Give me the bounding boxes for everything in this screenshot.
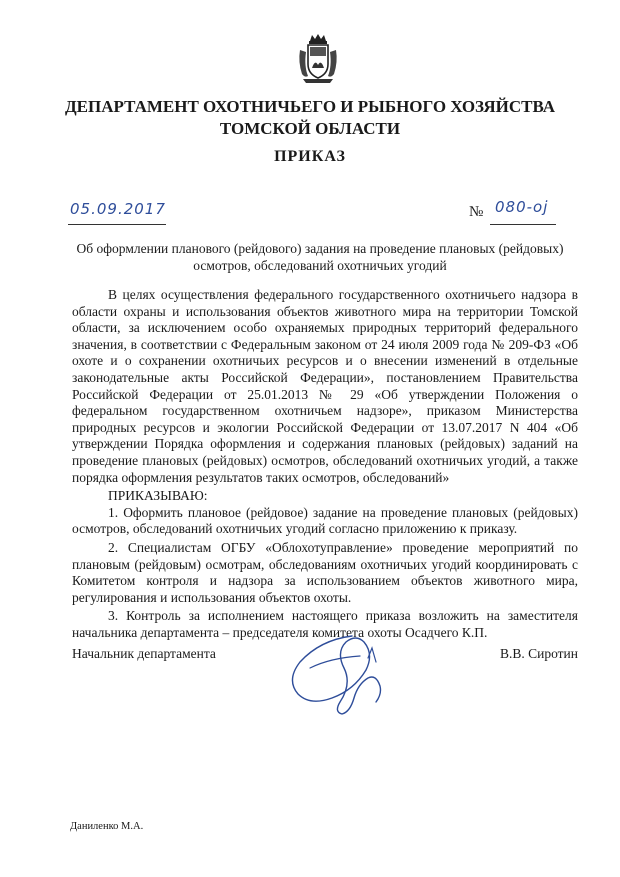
- document-type: ПРИКАЗ: [274, 148, 346, 165]
- organization-title: [40, 96, 580, 140]
- organization-line-1: ДЕПАРТАМЕНТ ОХОТНИЧЬЕГО И РЫБНОГО ХОЗЯЙСТВА: [64, 97, 556, 116]
- order-subject: [70, 240, 570, 274]
- order-word: ПРИКАЗЫВАЮ:: [108, 488, 208, 504]
- preamble-paragraph: В целях осуществления федерального государственного охотничьего надзора в области охраны и использования объектов животного мира на территории Томской области, за исключением особо охраняемых природных территорий федерального значения, в соответствии с Федеральным законом от 24 июля 2009 года № 209-ФЗ «Об охоте и о сохранении охотничьих ресурсов и о внесении изменений в отдельные законодательные акты Российской Федерации», постановлением Правительства Российской Федерации от 25.01.2013 № 29 «Об утверждении Положения о федеральном государственном охотничьем надзоре», приказом Министерства природных ресурсов и экологии Российской Федерации от 13.07.2017 N 404 «Об утверждении Порядка оформления и содержания плановых (рейдовых) заданий на проведение плановых (рейдовых) осмотров, обследований охотничьих угодий, а также порядка оформления результатов таких осмотров, обследований»: [72, 287, 578, 485]
- executor-name: Даниленко М.А.: [70, 821, 144, 832]
- order-item-3: 3. Контроль за исполнением настоящего приказа возложить на заместителя начальника департамента – председателя комитета охоты Осадчего К.П.: [72, 608, 578, 640]
- order-number: 080-ој: [495, 198, 549, 216]
- organization-line-2: ТОМСКОЙ ОБЛАСТИ: [219, 119, 401, 138]
- subject-line-2: осмотров, обследований охотничьих угодий: [193, 258, 447, 273]
- number-sign: №: [469, 204, 484, 220]
- order-date: 05.09.2017: [70, 200, 166, 218]
- signatory-position: Начальник департамента: [72, 646, 216, 661]
- order-item-2: 2. Специалистам ОГБУ «Облохотуправление» проведение мероприятий по плановым (рейдовым) осмотрам, обследованиям охотничьих угодий координировать с Комитетом контроля и надзора за использованием объектов животного мира, регулирования и использования объектов охоты.: [72, 539, 578, 605]
- coat-of-arms-icon: [297, 32, 339, 84]
- order-body: [72, 287, 578, 641]
- subject-line-1: Об оформлении планового (рейдового) задания на проведение плановых (рейдовых): [76, 241, 564, 256]
- handwritten-signature-icon: [280, 628, 400, 718]
- signatory-name: В.В. Сиротин: [499, 646, 578, 661]
- order-item-1: 1. Оформить плановое (рейдовое) задание на проведение плановых (рейдовых) осмотров, обследований охотничьих угодий согласно приложению к приказу.: [72, 504, 578, 537]
